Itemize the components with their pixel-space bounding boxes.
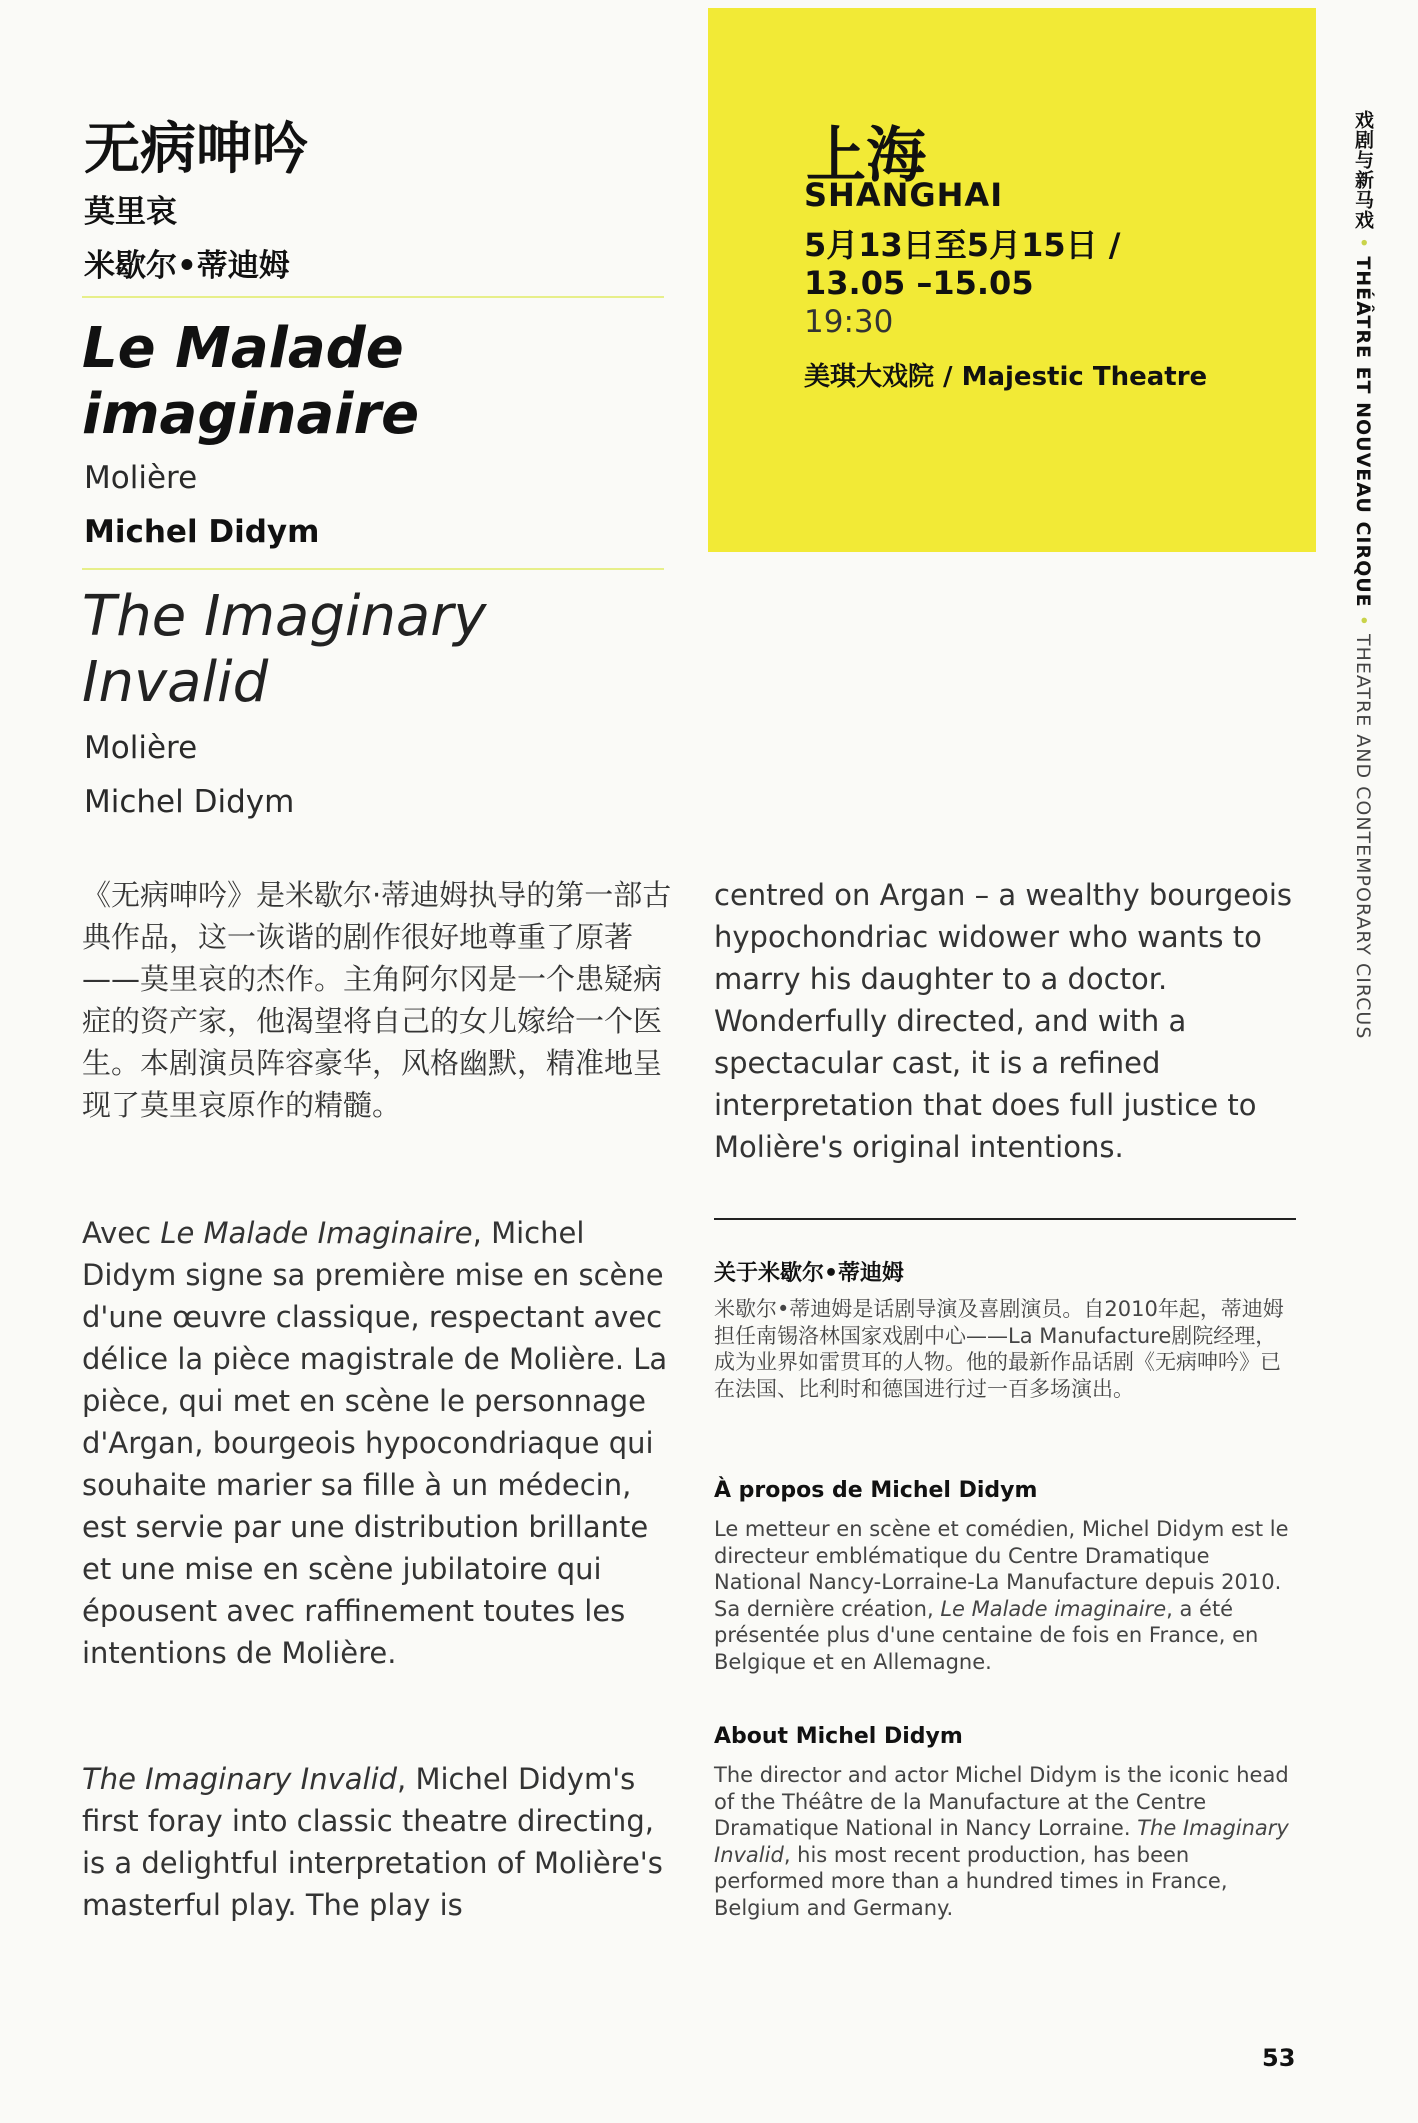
english-title: The Imaginary Invalid [82,584,487,715]
description-french [82,1212,672,1674]
description-chinese: 《无病呻吟》是米歇尔·蒂迪姆执导的第一部古典作品，这一诙谐的剧作很好地尊重了原著——莫里哀的杰作。主角阿尔冈是一个患疑病症的资产家，他渴望将自己的女儿嫁给一个医生。本剧演员阵容豪华，风格幽默，精准地呈现了莫里哀原作的精髓。 [82,878,672,1122]
page-number: 53 [1262,2044,1296,2072]
divider-1 [82,296,664,298]
about-text-english [714,1762,1296,1921]
event-venue: 美琪大戏院 / Majestic Theatre [804,362,1208,392]
about-text-french [714,1516,1296,1675]
event-date-chinese: 5月13日至5月15日 / [804,226,1121,264]
section-label [1350,110,1377,1039]
text-fragment: Avec [82,1216,161,1250]
title-italic: Le Malade imaginaire [940,1596,1167,1621]
event-date-numeric: 13.05 –15.05 [804,264,1034,302]
about-divider [714,1218,1296,1220]
english-director: Michel Didym [84,784,295,820]
city-chinese: 上海 [806,121,926,191]
english-author: Molière [84,730,198,766]
text-fragment: , his most recent production, has been performed more than a hundred times in France, Belgium and Germany. [714,1842,1228,1920]
section-label-zh: 戏剧与新马戏 [1352,110,1374,230]
french-title: Le Malade imaginaire [82,316,420,447]
description-english-part1 [82,1758,672,1926]
section-separator-2: • [1352,614,1374,627]
about-heading-chinese: 关于米歇尔•蒂迪姆 [714,1261,905,1286]
about-heading-french: À propos de Michel Didym [714,1478,1038,1503]
description-english-part2: centred on Argan – a wealthy bourgeois hypochondriac widower who wants to marry his daughter to a doctor. Wonderfully directed, and with a spectacular cast, it is a refined interpretation that does full justice to Molière's original intentions. [714,878,1292,1164]
text-fragment: , Michel Didym's first foray into classic theatre directing, is a delightful interpretation of Molière's masterful play. The play is [82,1762,663,1922]
city-english: SHANGHAI [804,176,1004,214]
text-fragment: Le metteur en scène et comédien, Michel Didym est le directeur emblématique du Centre Dramatique National Nancy-Lorraine-La Manufacture depuis 2010. Sa dernière création, [714,1517,1289,1621]
divider-2 [82,568,664,570]
text-fragment: , Michel Didym signe sa première mise en scène d'une œuvre classique, respectant avec délice la pièce magistrale de Molière. La pièce, qui met en scène le personnage d'Argan, bourgeois hypocondriaque qui souhaite marier sa fille à un médecin, est servie par une distribution brillante et une mise en scène jubilatoire qui épousent avec raffinement toutes les intentions de Molière. [82,1216,668,1670]
chinese-title: 无病呻吟 [84,117,308,182]
chinese-author: 莫里哀 [84,194,177,230]
section-label-en: THEATRE AND CONTEMPORARY CIRCUS [1352,633,1374,1040]
event-dates [804,226,1120,302]
about-text-chinese: 米歇尔•蒂迪姆是话剧导演及喜剧演员。自2010年起，蒂迪姆担任南锡洛林国家戏剧中心——La Manufacture剧院经理，成为业界如雷贯耳的人物。他的最新作品话剧《无病呻吟》已在法国、比利时和德国进行过一百多场演出。 [714,1297,1284,1401]
title-italic: Le Malade Imaginaire [160,1216,473,1250]
french-author: Molière [84,460,198,496]
section-separator-1: • [1352,237,1374,250]
chinese-director: 米歇尔•蒂迪姆 [84,248,290,284]
section-label-fr: THÉÂTRE ET NOUVEAU CIRQUE [1352,256,1374,608]
title-italic: The Imaginary Invalid [714,1816,1289,1867]
title-italic: The Imaginary Invalid [82,1762,398,1796]
french-director: Michel Didym [84,514,320,550]
text-fragment: The director and actor Michel Didym is the iconic head of the Théâtre de la Manufacture at the Centre Dramatique National in Nancy Lorraine. [714,1763,1289,1840]
about-heading-english: About Michel Didym [714,1724,963,1749]
event-time: 19:30 [804,304,894,340]
text-fragment: , a été présentée plus d'une centaine de fois en France, en Belgique et en Allemagne. [714,1596,1259,1674]
